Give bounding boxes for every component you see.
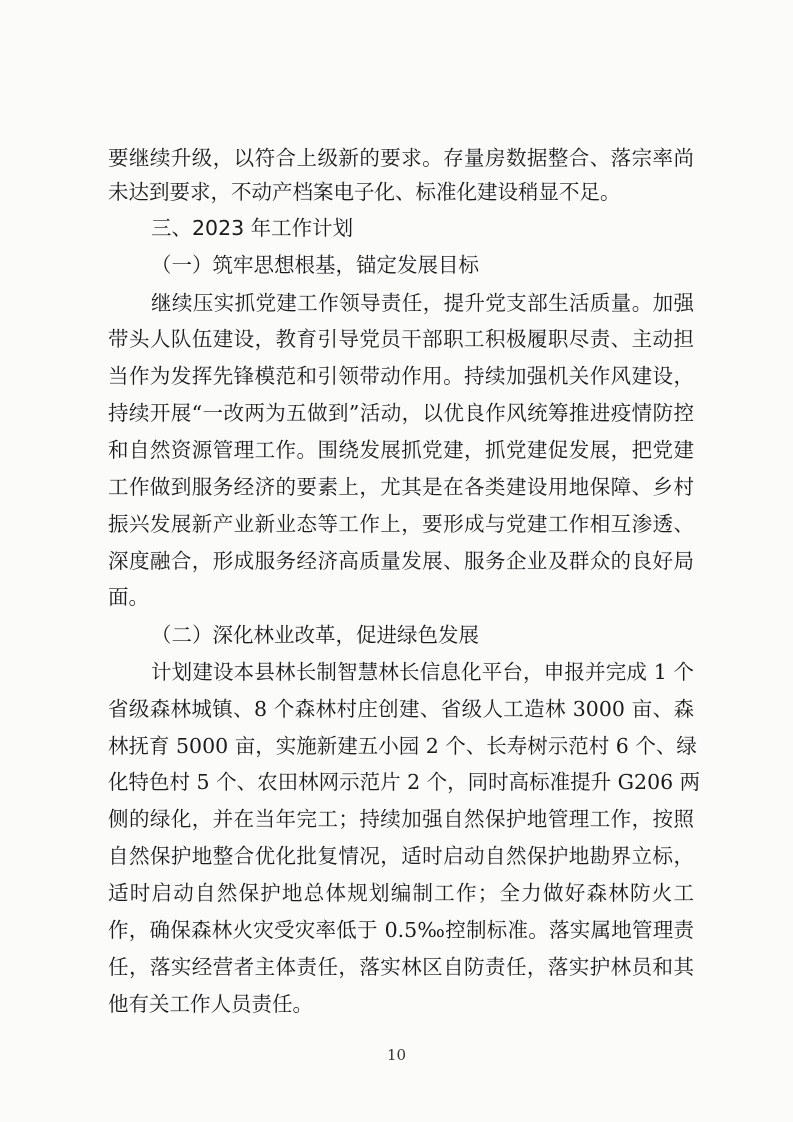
paragraph-line: 继续压实抓党建工作领导责任，提升党支部生活质量。加强 [151,291,694,315]
paragraph-line: 侧的绿化，并在当年完工；持续加强自然保护地管理工作，按照 [108,807,694,831]
paragraph-line: 带头人队伍建设，教育引导党员干部职工积极履职尽责、主动担 [108,327,694,351]
paragraph-line: 未达到要求，不动产档案电子化、标准化建设稍显不足。 [108,180,621,204]
paragraph-line: 和自然资源管理工作。围绕发展抓党建，抓党建促发展，把党建 [108,438,694,462]
paragraph-line: 工作做到服务经济的要素上，尤其是在各类建设用地保障、乡村 [108,475,694,499]
paragraph-line: 持续开展“一改两为五做到”活动，以优良作风统筹推进疫情防控 [108,401,694,425]
subsection-heading: （二）深化林业改革，促进绿色发展 [151,623,479,647]
paragraph-line: 适时启动自然保护地总体规划编制工作；全力做好森林防火工 [108,881,694,905]
paragraph-line: 林抚育 5000 亩，实施新建五小园 2 个、长寿树示范村 6 个、绿 [108,734,697,758]
paragraph-line: 深度融合，形成服务经济高质量发展、服务企业及群众的良好局 [108,549,694,573]
paragraph-line: 他有关工作人员责任。 [108,992,313,1016]
paragraph-line: 化特色村 5 个、农田林网示范片 2 个，同时高标准提升 G206 两 [108,770,701,794]
paragraph-line: 省级森林城镇、8 个森林村庄创建、省级人工造林 3000 亩、森 [108,697,694,721]
subsection-heading: （一）筑牢思想根基，锚定发展目标 [151,253,479,277]
paragraph-line: 计划建设本县林长制智慧林长信息化平台，申报并完成 1 个 [151,660,694,684]
paragraph-line: 自然保护地整合优化批复情况，适时启动自然保护地勘界立标， [108,844,694,868]
paragraph-line: 当作为发挥先锋模范和引领带动作用。持续加强机关作风建设， [108,364,694,388]
paragraph-line: 任，落实经营者主体责任，落实林区自防责任，落实护林员和其 [108,955,694,979]
paragraph-line: 面。 [108,585,149,609]
page-number: 10 [386,1046,407,1064]
paragraph-line: 振兴发展新产业新业态等工作上，要形成与党建工作相互渗透、 [108,512,694,536]
paragraph-line: 要继续升级，以符合上级新的要求。存量房数据整合、落宗率尚 [108,146,694,170]
paragraph-line: 作，确保森林火灾受灾率低于 0.5‰控制标准。落实属地管理责 [108,918,694,942]
section-heading: 三、2023 年工作计划 [151,216,354,240]
